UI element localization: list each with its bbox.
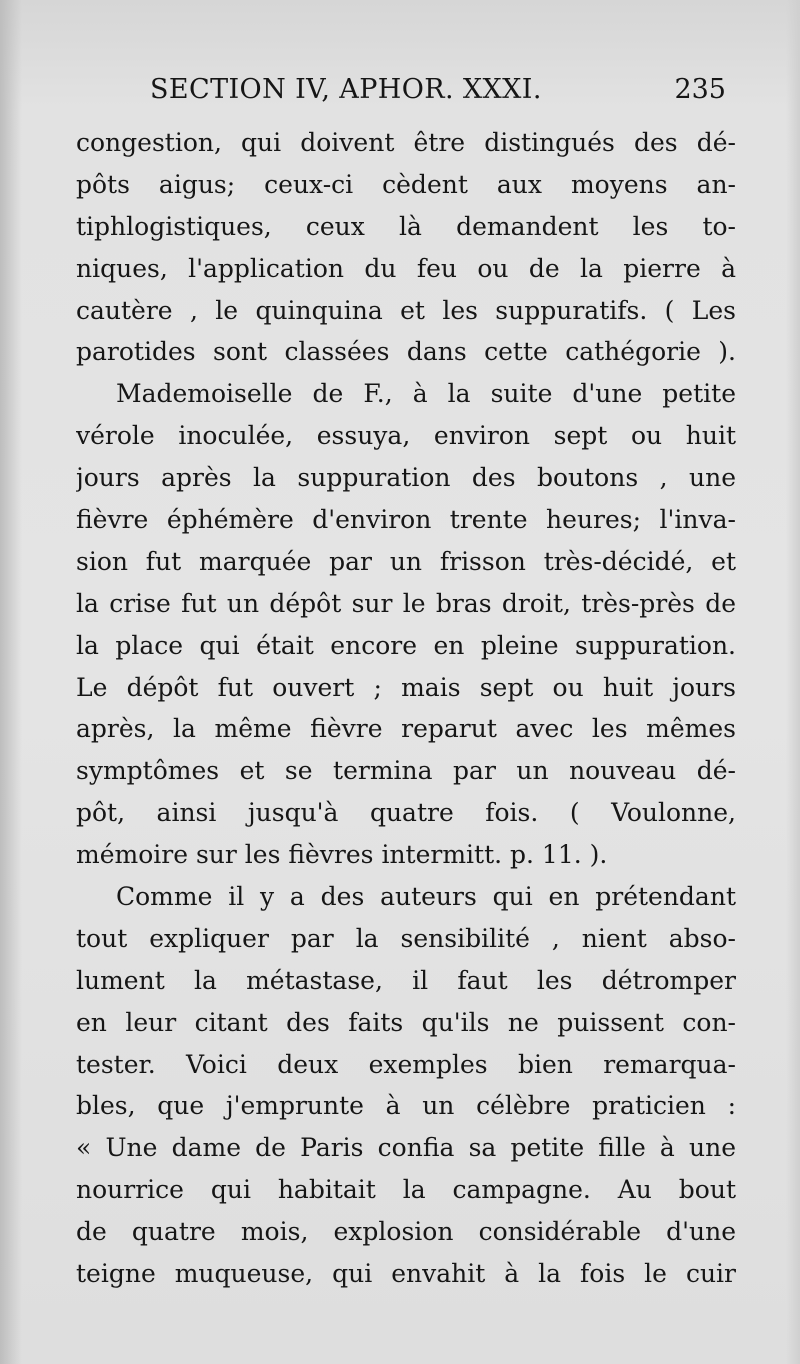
text-line: Le dépôt fut ouvert ; mais sept ou huit jours: [76, 672, 736, 702]
quotation-start-line: « Une dame de Paris confia sa petite fille à une: [76, 1133, 736, 1163]
text-line: bles, que j'emprunte à un célèbre praticien :: [76, 1091, 736, 1121]
paragraph-start-line: Mademoiselle de F., à la suite d'une petite: [116, 379, 736, 409]
text-line: lument la métastase, il faut les détromper: [76, 965, 736, 995]
gutter-shadow: [0, 0, 22, 1364]
text-line: jours après la suppuration des boutons , une: [76, 463, 736, 493]
text-line: parotides sont classées dans cette cathégorie ).: [76, 337, 736, 367]
text-line: tout expliquer par la sensibilité , nient abso-: [76, 923, 736, 953]
running-head: [150, 70, 726, 110]
paragraph-start-line: Comme il y a des auteurs qui en prétendant: [116, 882, 736, 912]
text-line: nourrice qui habitait la campagne. Au bout: [76, 1175, 736, 1205]
text-line: en leur citant des faits qu'ils ne puissent con-: [76, 1007, 736, 1037]
body-text: [76, 122, 736, 1295]
page-edge: [786, 0, 800, 1364]
text-line: symptômes et se termina par un nouveau dé-: [76, 756, 736, 786]
running-title: SECTION IV, APHOR. XXXI.: [150, 74, 542, 105]
text-line: fièvre éphémère d'environ trente heures; l'inva-: [76, 505, 736, 535]
text-line: teigne muqueuse, qui envahit à la fois le cuir: [76, 1259, 736, 1289]
text-line: pôts aigus; ceux-ci cèdent aux moyens an-: [76, 169, 736, 199]
text-line: congestion, qui doivent être distingués des dé-: [76, 128, 736, 157]
text-line: cautère , le quinquina et les suppuratifs. ( Les: [76, 295, 736, 325]
text-line: tiphlogistiques, ceux là demandent les to-: [76, 211, 736, 241]
text-line: pôt, ainsi jusqu'à quatre fois. ( Voulonne,: [76, 798, 736, 828]
text-line: après, la même fièvre reparut avec les mêmes: [76, 714, 736, 744]
text-line: tester. Voici deux exemples bien remarqua-: [76, 1049, 736, 1079]
text-line: niques, l'application du feu ou de la pierre à: [76, 253, 736, 283]
text-line: vérole inoculée, essuya, environ sept ou huit: [76, 421, 736, 451]
text-line: la crise fut un dépôt sur le bras droit, très-près de: [76, 588, 736, 618]
text-line: de quatre mois, explosion considérable d'une: [76, 1217, 736, 1247]
text-line: sion fut marquée par un frisson très-décidé, et: [76, 546, 736, 576]
paragraph-end-line: mémoire sur les fièvres intermitt. p. 11. ).: [76, 840, 608, 870]
text-line: la place qui était encore en pleine suppuration.: [76, 630, 736, 660]
page-number: 235: [674, 74, 726, 105]
